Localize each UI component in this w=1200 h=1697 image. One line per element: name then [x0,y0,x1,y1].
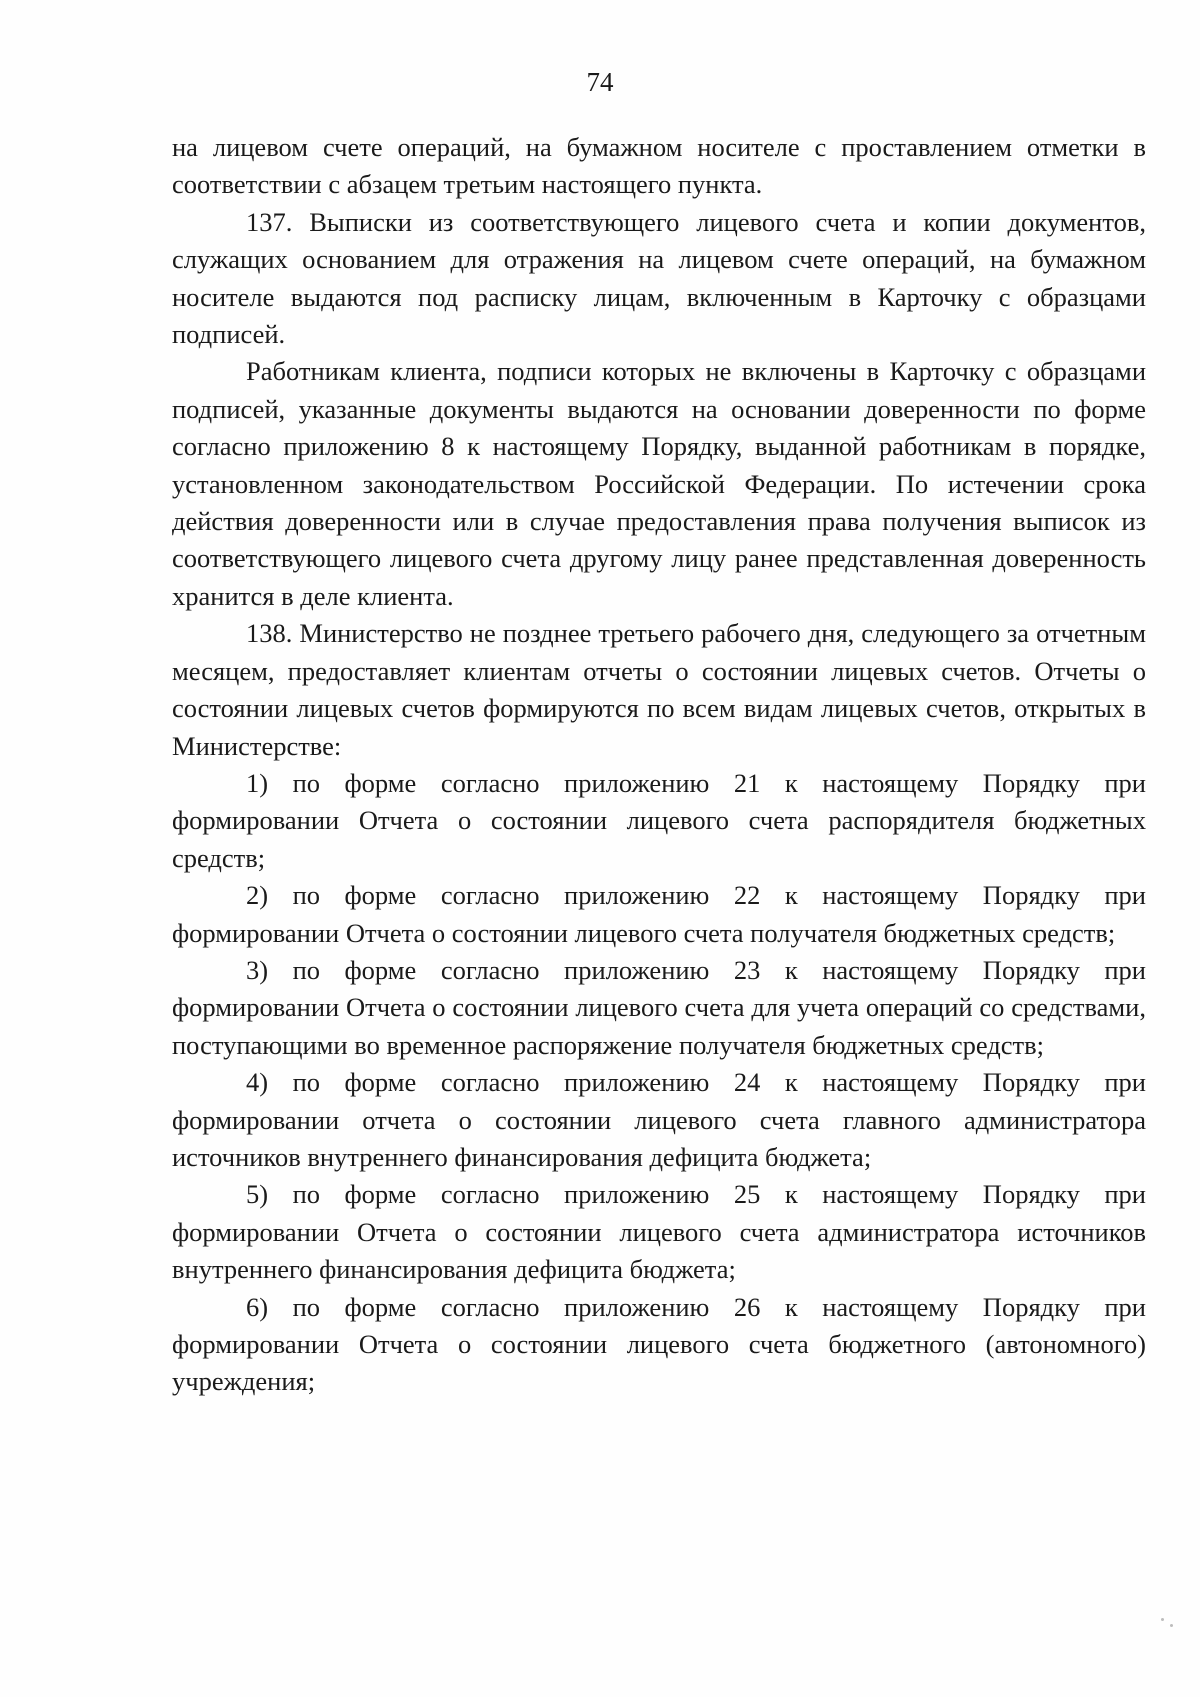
page-number: 74 [586,67,614,97]
scan-speck [1161,1618,1164,1621]
list-item-6: 6) по форме согласно приложению 26 к настоящему Порядку при формировании Отчета о состоянии лицевого счета бюджетного (автономного) учреждения; [172,1291,1146,1397]
list-item-3: 3) по форме согласно приложению 23 к настоящему Порядку при формировании Отчета о состоянии лицевого счета для учета операций со средствами, поступающими во временное распоряжение получателя бюджетных средств; [172,954,1146,1060]
list-item-5: 5) по форме согласно приложению 25 к настоящему Порядку при формировании Отчета о состоянии лицевого счета администратора источников внутреннего финансирования дефицита бюджета; [172,1179,1146,1285]
paragraph-item-138: 138. Министерство не позднее третьего рабочего дня, следующего за отчетным месяцем, предоставляет клиентам отчеты о состоянии лицевых счетов. Отчеты о состоянии лицевых счетов формируются по всем видам лицевых счетов, открытых в Министерстве: [172,618,1146,761]
paragraph-continuation: на лицевом счете операций, на бумажном носителе с проставлением отметки в соответствии с абзацем третьим настоящего пункта. [172,132,1146,200]
paragraph-employees: Работникам клиента, подписи которых не включены в Карточку с образцами подписей, указанные документы выдаются на основании доверенности по форме согласно приложению 8 к настоящему Порядку, выданной работникам в порядке, установленном законодательством Российской Федерации. По истечении срока действия доверенности или в случае предоставления права получения выписок из соответствующего лицевого счета другому лицу ранее представленная доверенность хранится в деле клиента. [172,356,1146,611]
paragraph-item-137: 137. Выписки из соответствующего лицевого счета и копии документов, служащих основанием для отражения на лицевом счете операций, на бумажном носителе выдаются под расписку лицам, включенным в Карточку с образцами подписей. [172,206,1146,350]
scan-speck [1170,1624,1173,1627]
list-item-1: 1) по форме согласно приложению 21 к настоящему Порядку при формировании Отчета о состоянии лицевого счета распорядителя бюджетных средств; [172,767,1146,873]
list-item-2: 2) по форме согласно приложению 22 к настоящему Порядку при формировании Отчета о состоянии лицевого счета получателя бюджетных средств; [172,880,1146,948]
document-body [172,129,1146,1401]
list-item-4: 4) по форме согласно приложению 24 к настоящему Порядку при формировании отчета о состоянии лицевого счета главного администратора источников внутреннего финансирования дефицита бюджета; [172,1067,1146,1172]
